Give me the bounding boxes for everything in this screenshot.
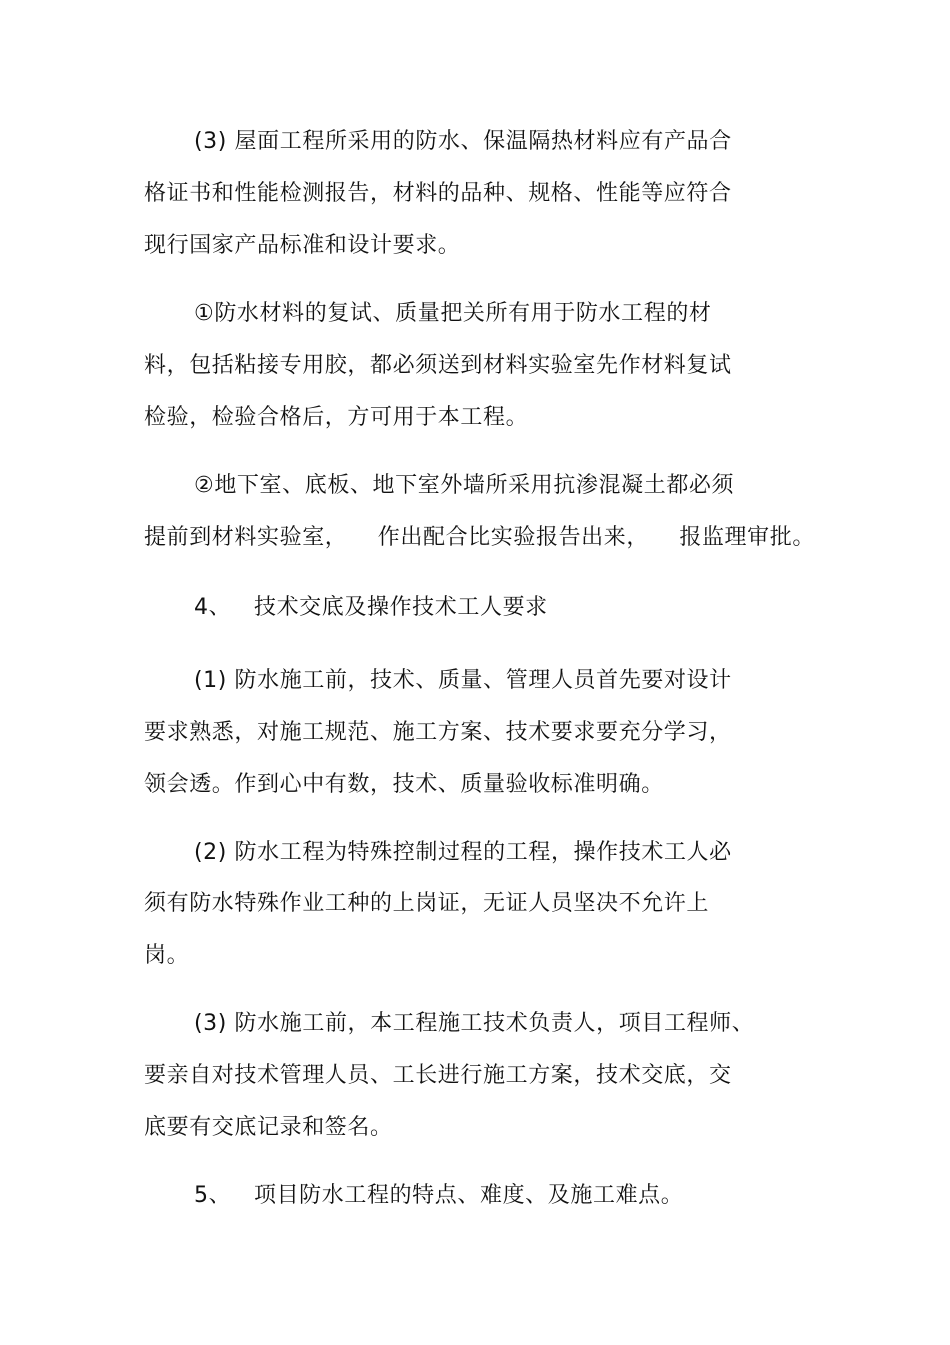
paragraph-line: 现行国家产品标准和设计要求。 [144, 233, 461, 258]
paragraph-line: 检验，检验合格后，方可用于本工程。 [144, 405, 529, 430]
section-heading: 5、 项目防水工程的特点、难度、及施工难点。 [194, 1183, 684, 1208]
paragraph-line: ①防水材料的复试、质量把关所有用于防水工程的材 [194, 301, 712, 326]
paragraph-line: (2) 防水工程为特殊控制过程的工程，操作技术工人必 [194, 840, 732, 865]
paragraph-line: (1) 防水施工前，技术、质量、管理人员首先要对设计 [194, 668, 732, 693]
paragraph-line: 要求熟悉，对施工规范、施工方案、技术要求要充分学习， [144, 720, 732, 745]
paragraph-line: ②地下室、底板、地下室外墙所采用抗渗混凝土都必须 [194, 473, 735, 498]
paragraph-line: 领会透。作到心中有数，技术、质量验收标准明确。 [144, 772, 664, 797]
paragraph-line: 料，包括粘接专用胶，都必须送到材料实验室先作材料复试 [144, 353, 732, 378]
paragraph-line: (3) 屋面工程所采用的防水、保温隔热材料应有产品合 [194, 129, 732, 154]
paragraph-line: 提前到材料实验室， 作出配合比实验报告出来， 报监理审批。 [144, 525, 815, 550]
paragraph-line: 底要有交底记录和签名。 [144, 1115, 393, 1140]
paragraph-line: (3) 防水施工前，本工程施工技术负责人，项目工程师、 [194, 1011, 755, 1036]
paragraph-line: 格证书和性能检测报告，材料的品种、规格、性能等应符合 [144, 181, 732, 206]
paragraph-line: 须有防水特殊作业工种的上岗证，无证人员坚决不允许上 [144, 891, 710, 916]
paragraph-line: 要亲自对技术管理人员、工长进行施工方案，技术交底，交 [144, 1063, 732, 1088]
paragraph-line: 岗。 [144, 943, 190, 968]
section-heading: 4、 技术交底及操作技术工人要求 [194, 595, 548, 620]
